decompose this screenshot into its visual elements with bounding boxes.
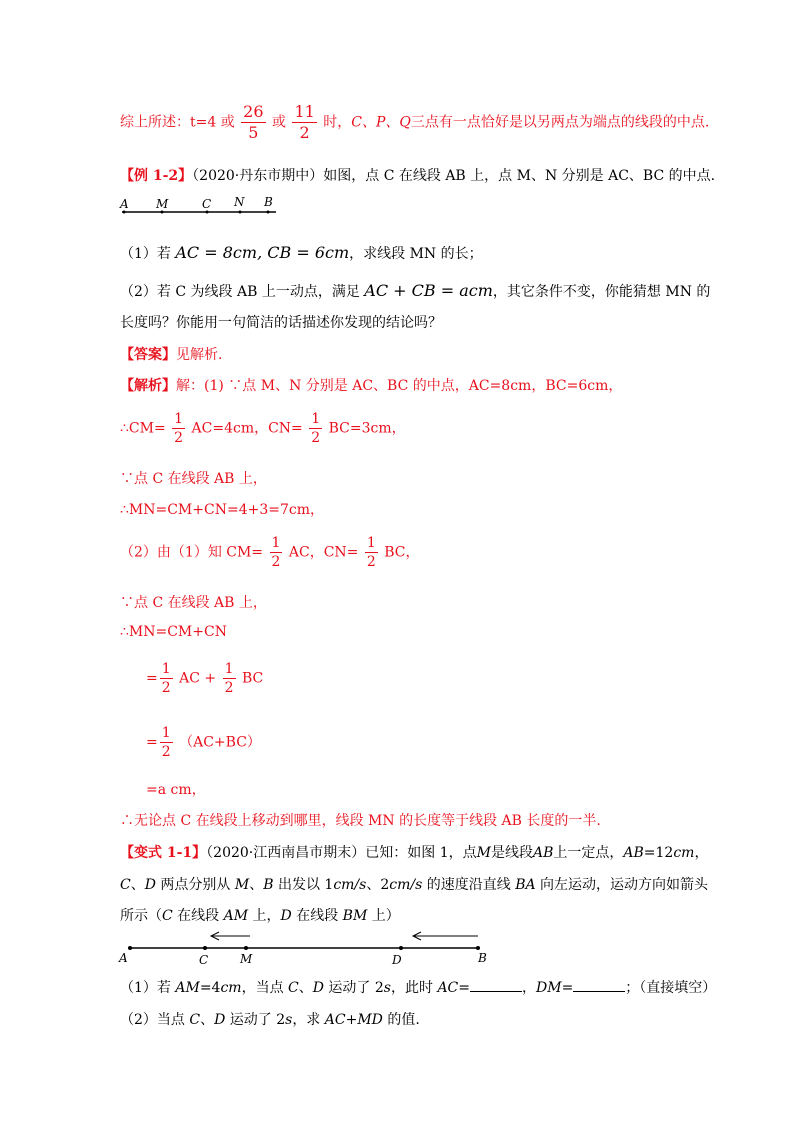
variant-1-1-line2: C、D 两点分别从 M、B 出发以 1cm/s、2cm/s 的速度沿直线 BA 向左运动，运动方向如箭头 xyxy=(120,877,709,893)
example-1-2-header: 【例 1-2】（2020·丹东市期中）如图，点 C 在线段 AB 上，点 M、N 分别是 AC、BC 的中点. xyxy=(120,168,716,184)
fraction-one-half: $\frac{1}{2}$ xyxy=(224,661,234,696)
fraction-one-half: $\frac{1}{2}$ xyxy=(161,661,171,696)
question-2: （2）若 C 为线段 AB 上一动点，满足 AC + CB = acm，其它条件不变，你能猜想 MN 的 xyxy=(120,281,711,300)
summary-prefix: 综上所述：t=4 或 xyxy=(120,114,235,131)
fraction-one-half: $\frac{1}{2}$ xyxy=(161,725,171,760)
step-4: （2）由（1）知 CM= $\frac{1}{2}$ AC，CN= $\frac{1}{2}$ BC， xyxy=(120,535,420,570)
fraction-one-half: $\frac{1}{2}$ xyxy=(366,535,376,570)
fraction-one-half: $\frac{1}{2}$ xyxy=(271,535,281,570)
label-N: N xyxy=(234,196,245,209)
answer-line: 【答案】见解析. xyxy=(120,347,223,363)
arrow-left-icon xyxy=(211,932,250,940)
variant-1-1-line3: 所示（C 在线段 AM 上，D 在线段 BM 上） xyxy=(120,908,400,924)
step-2: ∵点 C 在线段 AB 上， xyxy=(120,471,267,487)
step-3: ∴MN=CM+CN=4+3=7cm， xyxy=(120,502,324,518)
label-A: A xyxy=(120,197,129,211)
label-B: B xyxy=(478,951,487,965)
step-7: = $\frac{1}{2}$ AC + $\frac{1}{2}$ BC xyxy=(146,661,264,696)
fraction-26-5: $\frac{26}{5}$ xyxy=(243,102,264,142)
step-1: ∴CM= $\frac{1}{2}$ AC=4cm，CN= $\frac{1}{2}$ BC=3cm， xyxy=(120,411,406,446)
summary-line: 综上所述：t=4 或 $\frac{26}{5}$ 或 $\frac{11}{2}$ 时，C、P、Q三点有一点恰好是以另两点为端点的线段的中点. xyxy=(120,102,710,142)
variant-question-2: （2）当点 C、D 运动了 2s，求 AC+MD 的值. xyxy=(120,1012,420,1028)
variant-question-1: （1）若 AM=4cm，当点 C、D 运动了 2s，此时 AC= ，DM= ；（直接填空） xyxy=(120,980,717,996)
question-1: （1）若 AC = 8cm, CB = 6cm，求线段 MN 的长； xyxy=(120,243,483,262)
question-2-line2: 长度吗？你能用一句简洁的话描述你发现的结论吗？ xyxy=(120,315,442,331)
answer-blank-ac[interactable] xyxy=(470,979,522,992)
example-tag: 【例 1-2】 xyxy=(120,168,193,184)
fraction-one-half: $\frac{1}{2}$ xyxy=(174,411,184,446)
step-6: ∴MN=CM+CN xyxy=(120,624,227,640)
label-A: A xyxy=(119,951,128,965)
answer-blank-dm[interactable] xyxy=(573,979,625,992)
arrow-left-icon xyxy=(413,932,478,940)
fraction-one-half: $\frac{1}{2}$ xyxy=(311,411,321,446)
segment-figure-2 xyxy=(116,926,496,970)
label-B: B xyxy=(264,196,273,209)
fraction-11-2: $\frac{11}{2}$ xyxy=(294,102,315,142)
label-D: D xyxy=(392,953,402,967)
label-C: C xyxy=(202,197,212,211)
step-8: = $\frac{1}{2}$ （AC+BC） xyxy=(146,725,261,760)
label-M: M xyxy=(156,197,169,211)
label-C: C xyxy=(199,953,209,967)
step-5: ∵点 C 在线段 AB 上， xyxy=(120,595,267,611)
step-9: =a cm， xyxy=(146,782,206,798)
analysis-line: 【解析】解：(1) ∵点 M、N 分别是 AC、BC 的中点，AC=8cm，BC=6cm， xyxy=(120,378,623,394)
variant-1-1-line1: 【变式 1-1】（2020·江西南昌市期末）已知：如图 1，点M是线段AB上一定点，AB=12cm， xyxy=(120,845,709,861)
segment-figure-1 xyxy=(118,196,288,222)
conclusion: ∴无论点 C 在线段上移动到哪里，线段 MN 的长度等于线段 AB 长度的一半. xyxy=(120,813,601,829)
label-M: M xyxy=(240,952,253,966)
